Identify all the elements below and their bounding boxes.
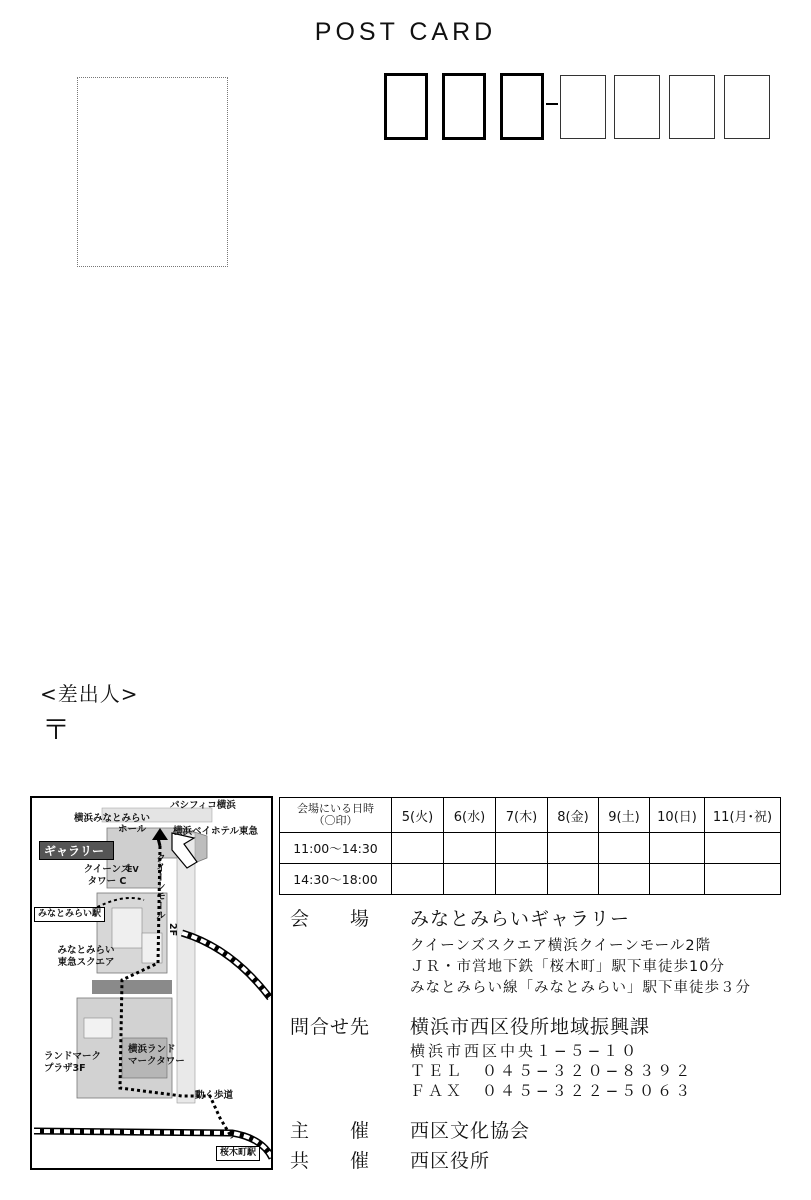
- schedule-cell[interactable]: [650, 833, 705, 864]
- schedule-cell[interactable]: [599, 864, 650, 895]
- organizer-name: 西区文化協会: [410, 1120, 531, 1142]
- label-minatomirai-hall-2: ホール: [118, 824, 147, 835]
- label-mm-station: みなとみらい駅: [34, 907, 105, 922]
- postal-box: [614, 75, 660, 139]
- venue-address: クイーンズスクエア横浜クイーンモール2階: [410, 938, 712, 954]
- label-tokyu-square-2: 東急スクエア: [57, 957, 115, 968]
- access-map: [30, 796, 273, 1170]
- label-ev: EV: [127, 865, 139, 874]
- organizer-label: 主 催: [290, 1120, 371, 1142]
- schedule-corner-line2: （〇印）: [313, 814, 358, 827]
- day-header: 11(月･祝): [705, 798, 781, 833]
- label-landmark-plaza-1: ランドマーク: [44, 1051, 102, 1062]
- day-header: 10(日): [650, 798, 705, 833]
- postal-box: [724, 75, 770, 139]
- label-queens-tower-2: タワー C: [87, 876, 127, 887]
- venue-label: 会 場: [290, 908, 371, 930]
- postal-box: [669, 75, 715, 139]
- schedule-cell[interactable]: [599, 833, 650, 864]
- schedule-row: [280, 864, 781, 895]
- schedule-corner: [280, 798, 392, 833]
- label-landmark-tower-2: マークタワー: [128, 1056, 185, 1067]
- label-pacifico: パシフィコ横浜: [170, 800, 236, 811]
- cosponsor-label: 共 催: [290, 1150, 371, 1172]
- postal-mark: 〒: [42, 713, 71, 746]
- postal-box: [500, 73, 544, 140]
- schedule-corner-line1: 会場にいる日時: [297, 802, 374, 815]
- schedule-cell[interactable]: [392, 864, 444, 895]
- label-queens-tower-1: クイーンズ: [83, 864, 131, 875]
- label-tokyu-square-1: みなとみらい: [57, 945, 115, 956]
- label-queens-mall-2: 2F: [167, 923, 178, 937]
- day-header: 6(水): [444, 798, 496, 833]
- postal-box: [442, 73, 486, 140]
- postal-dash: [546, 103, 558, 105]
- label-queens-mall-1: クイーンモール: [154, 853, 165, 920]
- schedule-table: [279, 797, 781, 895]
- schedule-cell[interactable]: [705, 864, 781, 895]
- postcard-title: POST CARD: [314, 18, 497, 46]
- schedule-cell[interactable]: [496, 864, 548, 895]
- label-bayhotel: 横浜ベイホテル東急: [173, 826, 259, 837]
- day-header: 7(木): [496, 798, 548, 833]
- schedule-cell[interactable]: [444, 864, 496, 895]
- slot-label: 11:00〜14:30: [280, 833, 392, 864]
- postal-box: [384, 73, 428, 140]
- venue-access-2: みなとみらい線「みなとみらい」駅下車徒歩３分: [410, 980, 751, 996]
- stamp-area: [77, 77, 228, 267]
- day-header: 5(火): [392, 798, 444, 833]
- label-landmark-tower-1: 横浜ランド: [128, 1044, 176, 1055]
- label-minatomirai-hall-1: 横浜みなとみらい: [74, 813, 151, 824]
- schedule-row: [280, 833, 781, 864]
- label-walkway: 動く歩道: [195, 1090, 234, 1101]
- label-gallery: ギャラリー: [39, 841, 114, 860]
- venue-name: みなとみらいギャラリー: [410, 908, 631, 930]
- venue-access-1: ＪＲ・市営地下鉄「桜木町」駅下車徒歩10分: [410, 959, 725, 975]
- label-sakuragicho: 桜木町駅: [216, 1146, 260, 1161]
- schedule-cell[interactable]: [705, 833, 781, 864]
- schedule-header-row: [280, 798, 781, 833]
- day-header: 9(土): [599, 798, 650, 833]
- contact-name: 横浜市西区役所地域振興課: [410, 1016, 651, 1038]
- contact-fax: ＦＡＸ ０４５−３２２−５０６３: [410, 1082, 694, 1100]
- cosponsor-name: 西区役所: [410, 1150, 491, 1172]
- label-landmark-plaza-2: プラザ3F: [44, 1063, 86, 1074]
- schedule-cell[interactable]: [392, 833, 444, 864]
- contact-address: 横浜市西区中央１−５−１０: [410, 1042, 640, 1060]
- day-header: 8(金): [548, 798, 599, 833]
- schedule-cell[interactable]: [444, 833, 496, 864]
- postal-box: [560, 75, 606, 139]
- schedule-cell[interactable]: [548, 864, 599, 895]
- schedule-cell[interactable]: [650, 864, 705, 895]
- contact-label: 問合せ先: [290, 1016, 371, 1038]
- schedule-cell[interactable]: [496, 833, 548, 864]
- sender-label: <差出人>: [40, 682, 139, 706]
- contact-tel: ＴＥＬ ０４５−３２０−８３９２: [410, 1062, 694, 1080]
- slot-label: 14:30〜18:00: [280, 864, 392, 895]
- schedule-cell[interactable]: [548, 833, 599, 864]
